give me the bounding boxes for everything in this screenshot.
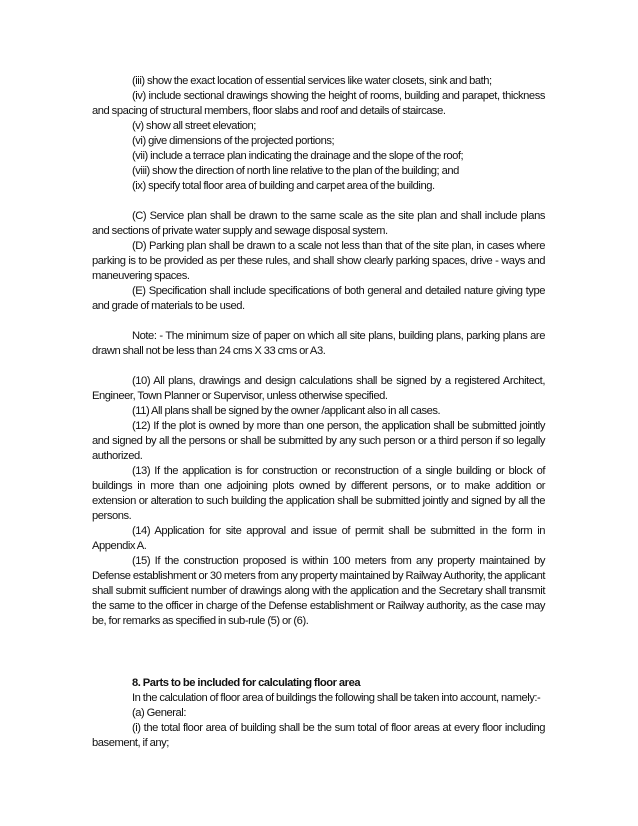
paragraph-d: (D) Parking plan shall be drawn to a scale not less than that of the site plan, in cases where parking is to be provided as per these rules, and shall show clearly parking spaces, drive - ways and maneuvering spaces. — [92, 240, 545, 282]
spacer — [92, 629, 545, 676]
paragraph-14: (14) Application for site approval and issue of permit shall be submitted in the form in Appendix A. — [92, 525, 545, 552]
spacer — [92, 359, 545, 374]
paragraph-c: (C) Service plan shall be drawn to the same scale as the site plan and shall include plans and sections of private water supply and sewage disposal system. — [92, 210, 545, 237]
paragraph-13: (13) If the application is for construction or reconstruction of a single building or block of buildings in more than one adjoining plots owned by different persons, or to make addition or extension or alteration to such building the application shall be submitted jointly and signed by all the persons. — [92, 465, 545, 522]
clause-ix: (ix) specify total floor area of building and carpet area of the building. — [132, 180, 435, 192]
section-heading: 8. Parts to be included for calculating floor area — [132, 677, 361, 689]
section-intro: In the calculation of floor area of buildings the following shall be taken into account, namely:- — [132, 692, 541, 704]
spacer — [92, 314, 545, 329]
clause-viii: (viii) show the direction of north line relative to the plan of the building; and — [132, 165, 459, 177]
clause-iii: (iii) show the exact location of essential services like water closets, sink and bath; — [132, 75, 492, 87]
clause-iv: (iv) include sectional drawings showing the height of rooms, building and parapet, thickness and spacing of structural members, floor slabs and roof and details of staircase. — [92, 90, 545, 117]
clause-vii: (vii) include a terrace plan indicating the drainage and the slope of the roof; — [132, 150, 464, 162]
document-body — [92, 74, 545, 751]
clause-vi: (vi) give dimensions of the projected portions; — [132, 135, 335, 147]
paragraph-15: (15) If the construction proposed is within 100 meters from any property maintained by Defense establishment or 30 meters from any property maintained by Railway Authority, the applicant shall submit sufficient number of drawings along with the application and the Secretary shall transmit the same to the officer in charge of the Defense establishment or Railway authority, as the case may be, for remarks as specified in sub-rule (5) or (6). — [92, 555, 545, 627]
note-paragraph: Note: - The minimum size of paper on which all site plans, building plans, parking plans are drawn shall not be less than 24 cms X 33 cms or A3. — [92, 330, 545, 357]
paragraph-11: (11) All plans shall be signed by the owner /applicant also in all cases. — [132, 405, 441, 417]
clause-i: (i) the total floor area of building shall be the sum total of floor areas at every floor including basement, if any; — [92, 722, 545, 749]
spacer — [92, 194, 545, 209]
clause-v: (v) show all street elevation; — [132, 120, 256, 132]
paragraph-e: (E) Specification shall include specifications of both general and detailed nature giving type and grade of materials to be used. — [92, 285, 545, 312]
paragraph-12: (12) If the plot is owned by more than one person, the application shall be submitted jointly and signed by all the persons or shall be submitted by any such person or a third person if so legally authorized. — [92, 420, 545, 462]
subsection-a: (a) General: — [132, 707, 186, 719]
paragraph-10: (10) All plans, drawings and design calculations shall be signed by a registered Architect, Engineer, Town Planner or Supervisor, unless otherwise specified. — [92, 375, 545, 402]
